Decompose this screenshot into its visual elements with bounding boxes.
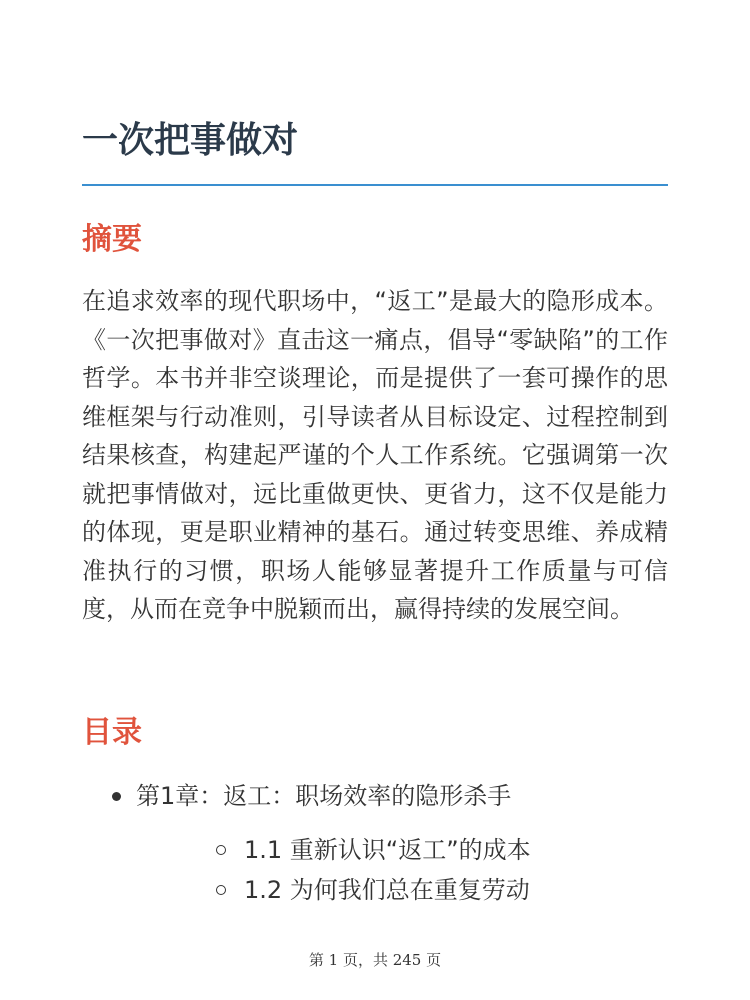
title-divider	[82, 184, 668, 186]
toc-heading: 目录	[82, 715, 142, 750]
table-of-contents	[82, 776, 668, 910]
document-title: 一次把事做对	[82, 120, 299, 161]
toc-section-label: 1.1 重新认识“返工”的成本	[244, 836, 531, 864]
toc-chapter-1-sections	[136, 830, 668, 910]
abstract-text: 在追求效率的现代职场中，“返工”是最大的隐形成本。《一次把事做对》直击这一痛点，倡导“零缺陷”的工作哲学。本书并非空谈理论，而是提供了一套可操作的思维框架与行动准则，引导读者从目标设定、过程控制到结果核查，构建起严谨的个人工作系统。它强调第一次就把事情做对，远比重做更快、更省力，这不仅是能力的体现，更是职业精神的基石。通过转变思维、养成精准执行的习惯，职场人能够显著提升工作质量与可信度，从而在竞争中脱颖而出，赢得持续的发展空间。	[82, 287, 668, 623]
toc-chapter-label: 第1章：返工：职场效率的隐形杀手	[136, 782, 512, 810]
bullet-circle-icon	[216, 845, 226, 855]
bullet-disc-icon	[112, 792, 121, 801]
toc-chapter-1	[82, 776, 668, 910]
page-footer: 第 1 页，共 245 页	[308, 951, 442, 969]
toc-section-label: 1.2 为何我们总在重复劳动	[244, 876, 530, 904]
toc-section-1-1	[136, 830, 668, 870]
abstract-heading: 摘要	[82, 222, 142, 257]
bullet-circle-icon	[216, 885, 226, 895]
toc-section-1-2	[136, 870, 668, 910]
